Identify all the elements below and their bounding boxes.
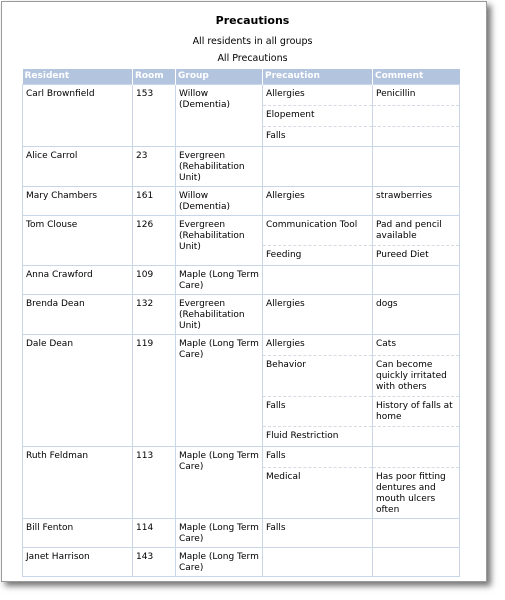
resident-name-cell: Mary Chambers: [23, 187, 133, 216]
comment-cell: [373, 447, 460, 519]
precaution-item: Falls: [263, 397, 372, 427]
resident-name-cell: Brenda Dean: [23, 295, 133, 335]
precaution-cell: [263, 519, 373, 548]
precaution-item: Medical: [266, 472, 301, 482]
room-cell: 114: [133, 519, 176, 548]
comment-cell: [373, 335, 460, 447]
precaution-comment: Pureed Diet: [376, 250, 429, 260]
table-row: [23, 216, 460, 266]
report-title: Precautions: [215, 14, 290, 27]
group-cell: Willow (Dementia): [176, 85, 263, 147]
room-cell: 132: [133, 295, 176, 335]
group-cell: Evergreen (Rehabilitation Unit): [176, 295, 263, 335]
resident-name-cell: Ruth Feldman: [23, 447, 133, 519]
precaution-cell: [263, 216, 373, 266]
table-row: [23, 335, 460, 447]
precaution-comment: [373, 106, 459, 127]
precaution-cell: [263, 295, 373, 335]
table-row: [23, 266, 460, 295]
room-cell: 161: [133, 187, 176, 216]
table-row: [23, 187, 460, 216]
precaution-cell: [263, 85, 373, 147]
comment-cell: [373, 187, 460, 216]
resident-name-cell: Dale Dean: [23, 335, 133, 447]
resident-name-cell: Alice Carrol: [23, 147, 133, 187]
report-subtitle-precautions: All Precautions: [217, 53, 288, 64]
table-row: [23, 548, 460, 577]
column-header-group: Group: [176, 69, 263, 85]
table-row: [23, 519, 460, 548]
group-cell: Maple (Long Term Care): [176, 548, 263, 577]
group-cell: Maple (Long Term Care): [176, 335, 263, 447]
precaution-cell: [263, 335, 373, 447]
comment-cell: [373, 295, 460, 335]
precaution-item: Falls: [266, 523, 286, 533]
table-row: [23, 85, 460, 147]
precaution-item: Feeding: [266, 250, 302, 260]
comment-cell: [373, 147, 460, 187]
room-cell: 126: [133, 216, 176, 266]
precaution-comment: [373, 127, 459, 146]
resident-name-cell: Anna Crawford: [23, 266, 133, 295]
precaution-comment: History of falls at home: [373, 397, 459, 427]
precaution-item: Elopement: [263, 106, 372, 127]
precaution-comment: [373, 519, 459, 538]
comment-cell: [373, 216, 460, 266]
precaution-item: Fluid Restriction: [266, 431, 339, 441]
resident-name-cell: Carl Brownfield: [23, 85, 133, 147]
precaution-cell: [263, 266, 373, 295]
precaution-item: Allergies: [263, 85, 372, 106]
room-cell: 23: [133, 147, 176, 187]
table-row: [23, 295, 460, 335]
group-cell: Willow (Dementia): [176, 187, 263, 216]
precaution-comment: strawberries: [376, 191, 433, 201]
comment-cell: [373, 266, 460, 295]
group-cell: Evergreen (Rehabilitation Unit): [176, 216, 263, 266]
precaution-cell: [263, 187, 373, 216]
precaution-comment: [373, 427, 459, 446]
precaution-item: Behavior: [263, 356, 372, 397]
precaution-cell: [263, 548, 373, 577]
resident-name-cell: Janet Harrison: [23, 548, 133, 577]
column-header-precaution: Precaution: [263, 69, 373, 85]
precaution-comment: Has poor fitting dentures and mouth ulcers often: [376, 472, 446, 515]
precaution-item: Allergies: [263, 335, 372, 356]
precaution-comment: [373, 447, 459, 468]
header-row: [23, 69, 460, 85]
group-cell: Maple (Long Term Care): [176, 519, 263, 548]
precaution-comment: Can become quickly irritated with others: [373, 356, 459, 397]
precaution-comment: dogs: [376, 299, 398, 309]
column-header-comment: Comment: [373, 69, 460, 85]
precaution-item: Allergies: [266, 299, 305, 309]
room-cell: 119: [133, 335, 176, 447]
precaution-item: Communication Tool: [263, 216, 372, 246]
table-row: [23, 147, 460, 187]
group-cell: Maple (Long Term Care): [176, 266, 263, 295]
room-cell: 153: [133, 85, 176, 147]
precaution-comment: Pad and pencil available: [373, 216, 459, 246]
precaution-cell: [263, 147, 373, 187]
comment-cell: [373, 85, 460, 147]
precaution-item: Falls: [263, 447, 372, 468]
comment-cell: [373, 519, 460, 548]
precaution-comment: Penicillin: [373, 85, 459, 106]
room-cell: 143: [133, 548, 176, 577]
precautions-table: [22, 69, 460, 577]
resident-name-cell: Tom Clouse: [23, 216, 133, 266]
column-header-resident: Resident: [23, 69, 133, 85]
comment-cell: [373, 548, 460, 577]
report-subtitle-residents: All residents in all groups: [192, 36, 313, 47]
group-cell: Maple (Long Term Care): [176, 447, 263, 519]
group-cell: Evergreen (Rehabilitation Unit): [176, 147, 263, 187]
room-cell: 109: [133, 266, 176, 295]
column-header-room: Room: [133, 69, 176, 85]
precaution-comment: Cats: [373, 335, 459, 356]
table-row: [23, 447, 460, 519]
precaution-item: Falls: [266, 131, 286, 141]
resident-name-cell: Bill Fenton: [23, 519, 133, 548]
precaution-item: Allergies: [266, 191, 305, 201]
precaution-cell: [263, 447, 373, 519]
room-cell: 113: [133, 447, 176, 519]
